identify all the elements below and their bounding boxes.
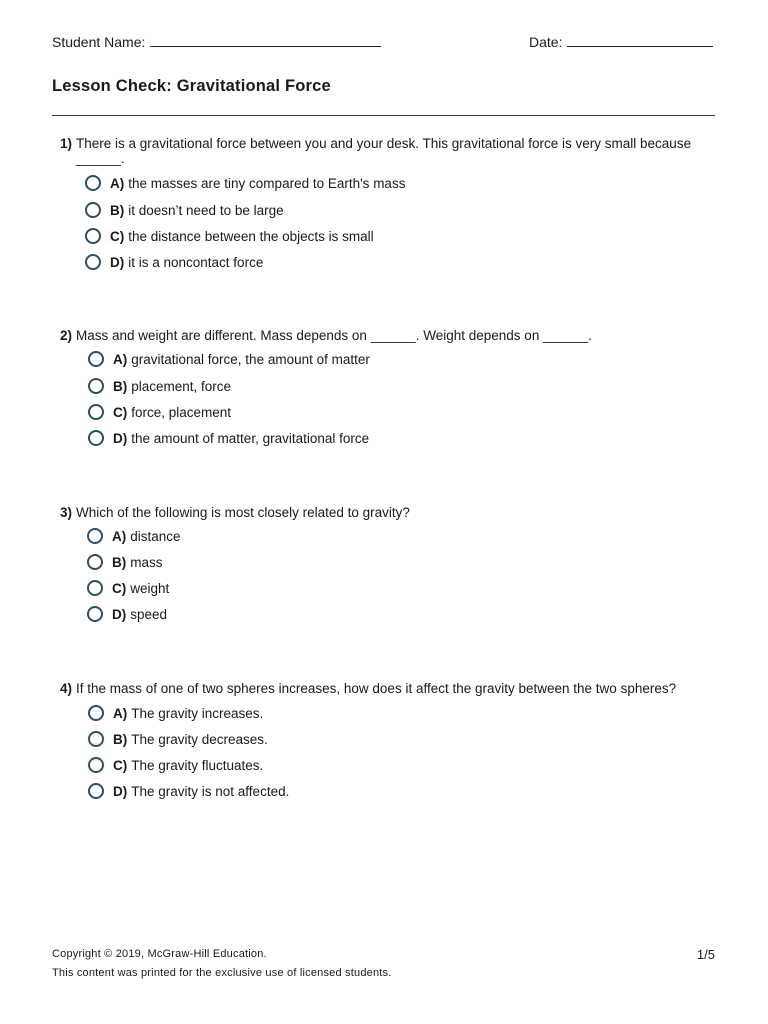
option-c[interactable] <box>87 579 169 597</box>
option-letter: A) <box>113 351 128 367</box>
option-a[interactable] <box>88 350 370 368</box>
option-letter: D) <box>112 606 127 622</box>
date-line[interactable] <box>567 32 713 47</box>
option-text: the masses are tiny compared to Earth's mass <box>128 175 406 191</box>
page-number: 1/5 <box>696 947 715 962</box>
question-prompt <box>60 136 708 166</box>
question-text: Mass and weight are different. Mass depends on ______. Weight depends on ______. <box>76 328 592 343</box>
radio-button[interactable] <box>88 404 104 420</box>
question-3 <box>60 505 708 622</box>
option-letter: C) <box>113 404 128 420</box>
option-text: mass <box>130 554 163 570</box>
question-text: Which of the following is most closely related to gravity? <box>76 505 410 520</box>
question-2 <box>60 328 708 446</box>
student-name-label: Student Name: <box>52 34 146 50</box>
worksheet-header <box>52 32 715 52</box>
radio-button[interactable] <box>88 757 104 773</box>
student-name-line[interactable] <box>150 32 381 47</box>
option-b[interactable] <box>87 553 163 571</box>
radio-button[interactable] <box>88 705 104 721</box>
option-b[interactable] <box>85 201 284 219</box>
radio-button[interactable] <box>87 528 103 544</box>
question-number: 1) <box>60 136 73 151</box>
footer-copyright: Copyright © 2019, McGraw-Hill Education. <box>52 948 267 960</box>
option-b[interactable] <box>88 377 231 395</box>
radio-button[interactable] <box>85 254 101 270</box>
option-letter: C) <box>112 580 127 596</box>
option-letter: A) <box>110 175 125 191</box>
option-text: weight <box>130 580 170 596</box>
option-c[interactable] <box>88 403 231 421</box>
question-text: If the mass of one of two spheres increases, how does it affect the gravity between the two spheres? <box>76 681 677 696</box>
option-text: the distance between the objects is small <box>128 228 374 244</box>
radio-button[interactable] <box>87 580 103 596</box>
question-prompt <box>60 505 708 520</box>
radio-button[interactable] <box>85 202 101 218</box>
option-text: it is a noncontact force <box>128 254 264 270</box>
option-text: The gravity increases. <box>131 705 264 721</box>
radio-button[interactable] <box>87 606 103 622</box>
option-text: The gravity fluctuates. <box>131 757 264 773</box>
question-4 <box>60 681 708 799</box>
option-d[interactable] <box>87 605 167 623</box>
option-letter: B) <box>113 731 128 747</box>
option-c[interactable] <box>85 227 374 245</box>
option-text: distance <box>130 528 181 544</box>
option-c[interactable] <box>88 756 263 774</box>
option-a[interactable] <box>88 704 263 722</box>
question-prompt <box>60 681 708 696</box>
option-text: it doesn’t need to be large <box>128 202 284 218</box>
option-b[interactable] <box>88 730 268 748</box>
question-number: 3) <box>60 505 73 520</box>
radio-button[interactable] <box>85 228 101 244</box>
option-text: the amount of matter, gravitational force <box>131 430 370 446</box>
radio-button[interactable] <box>88 783 104 799</box>
radio-button[interactable] <box>87 554 103 570</box>
option-text: The gravity decreases. <box>131 731 268 747</box>
student-name-field <box>52 32 381 50</box>
question-1 <box>60 136 708 270</box>
option-text: speed <box>130 606 168 622</box>
option-a[interactable] <box>87 527 181 545</box>
option-text: gravitational force, the amount of matter <box>131 351 370 367</box>
radio-button[interactable] <box>88 378 104 394</box>
option-a[interactable] <box>85 174 405 192</box>
option-letter: D) <box>113 430 128 446</box>
question-prompt <box>60 328 708 343</box>
option-letter: A) <box>112 528 127 544</box>
option-d[interactable] <box>88 429 369 447</box>
option-text: force, placement <box>131 404 232 420</box>
option-letter: C) <box>113 757 128 773</box>
option-letter: B) <box>112 554 127 570</box>
question-number: 4) <box>60 681 73 696</box>
option-text: placement, force <box>131 378 232 394</box>
question-text: There is a gravitational force between you and your desk. This gravitational force is very small because ______. <box>76 136 692 166</box>
date-field <box>529 32 713 50</box>
option-letter: A) <box>113 705 128 721</box>
radio-button[interactable] <box>85 175 101 191</box>
radio-button[interactable] <box>88 430 104 446</box>
radio-button[interactable] <box>88 731 104 747</box>
option-letter: B) <box>113 378 128 394</box>
radio-button[interactable] <box>88 351 104 367</box>
option-text: The gravity is not affected. <box>131 783 290 799</box>
title-divider <box>52 115 715 116</box>
footer-license-note: This content was printed for the exclusive use of licensed students. <box>52 967 392 979</box>
page-title: Lesson Check: Gravitational Force <box>52 77 331 95</box>
option-letter: B) <box>110 202 125 218</box>
option-d[interactable] <box>85 253 263 271</box>
option-letter: C) <box>110 228 125 244</box>
option-letter: D) <box>110 254 125 270</box>
option-letter: D) <box>113 783 128 799</box>
question-number: 2) <box>60 328 73 343</box>
date-label: Date: <box>529 34 563 50</box>
option-d[interactable] <box>88 782 289 800</box>
